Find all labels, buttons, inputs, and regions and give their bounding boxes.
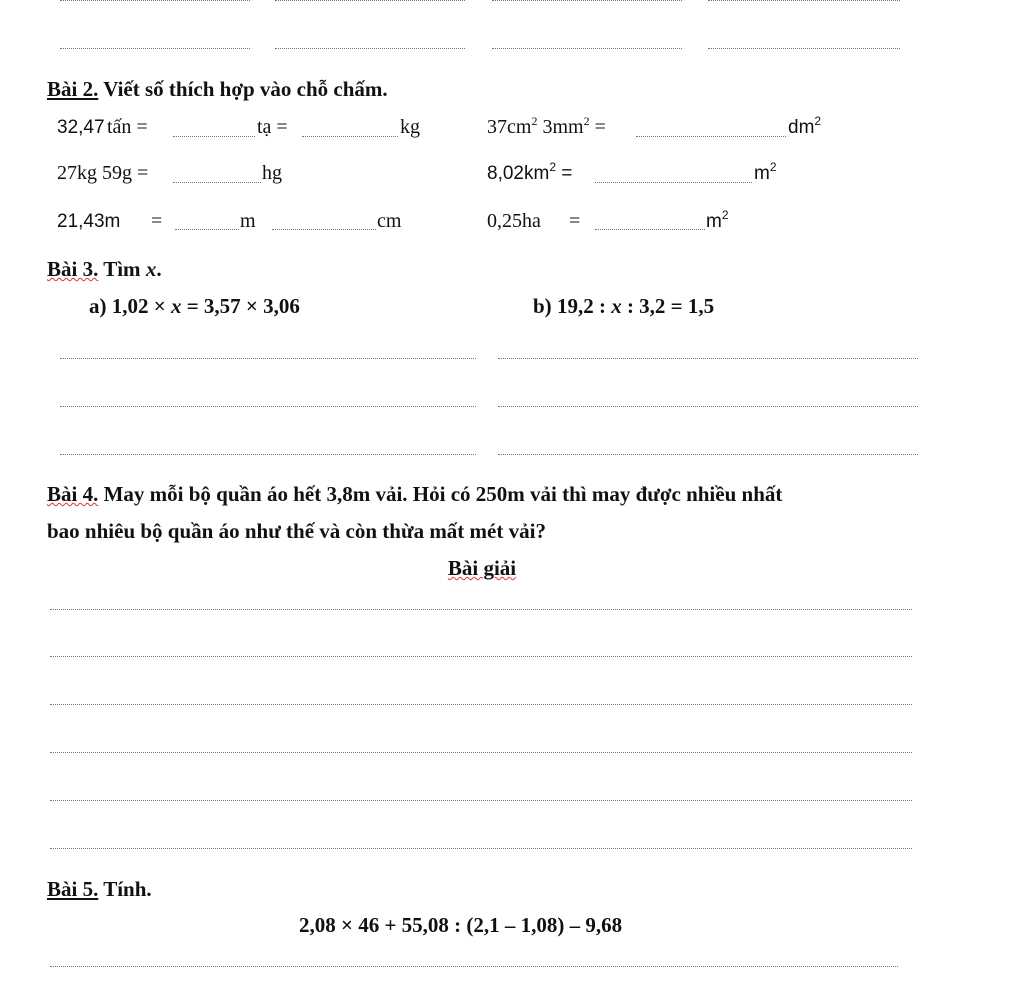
superscript: 2 — [583, 114, 590, 128]
equals: = — [569, 210, 581, 232]
unit-value: 21,43m — [57, 211, 121, 232]
equation-part: : 3,2 = 1,5 — [621, 294, 715, 318]
answer-line[interactable] — [50, 800, 912, 801]
blank-field[interactable] — [302, 136, 398, 137]
unit-text: dm — [788, 117, 815, 138]
unit-text: hg — [262, 162, 282, 184]
exercise-2-title — [47, 77, 388, 102]
variable: x — [611, 294, 622, 318]
unit-value: 27kg — [57, 162, 97, 184]
blank-field[interactable] — [173, 182, 261, 183]
exercise-5-title — [47, 877, 152, 902]
superscript: 2 — [721, 208, 729, 222]
equation-part: 1,02 × — [111, 294, 171, 318]
answer-line[interactable] — [50, 656, 912, 657]
exercise-number: Bài 2. — [47, 77, 99, 101]
exercise-4-line-1 — [47, 482, 782, 507]
exercise-number: Bài 3. — [47, 257, 99, 281]
calculation-expression: 2,08 × 46 + 55,08 : (2,1 – 1,08) – 9,68 — [299, 913, 623, 937]
equation-part: = 3,57 × 3,06 — [181, 294, 300, 318]
equation-label: a) — [89, 294, 107, 318]
variable: x — [170, 294, 182, 318]
answer-line — [60, 0, 250, 1]
blank-field[interactable] — [173, 136, 255, 137]
unit-value: 8,02km — [487, 163, 550, 184]
answer-line[interactable] — [50, 704, 912, 705]
unit-value: 32,47 — [57, 117, 105, 138]
unit-value: 3mm — [537, 116, 584, 138]
equation-a — [89, 294, 300, 319]
exercise-text: Tính. — [98, 877, 152, 901]
unit-expression — [487, 116, 606, 139]
solution-heading-text: Bài giải — [447, 556, 517, 580]
answer-line[interactable] — [50, 752, 912, 753]
answer-line[interactable] — [498, 454, 918, 455]
unit-label — [706, 208, 729, 233]
unit-value: 59g = — [97, 162, 149, 184]
answer-line — [708, 48, 900, 49]
unit-value: 37cm — [487, 116, 532, 138]
unit-expression — [487, 160, 573, 185]
unit-text: m — [240, 210, 256, 232]
exercise-number: Bài 5. — [47, 877, 99, 901]
answer-line — [275, 48, 465, 49]
blank-field[interactable] — [272, 229, 376, 230]
exercise-3-title — [47, 257, 162, 282]
answer-line[interactable] — [50, 609, 912, 610]
equation-b — [533, 294, 714, 319]
superscript: 2 — [531, 114, 538, 128]
answer-line[interactable] — [498, 358, 918, 359]
superscript: 2 — [769, 160, 777, 174]
blank-field[interactable] — [595, 229, 705, 230]
answer-line[interactable] — [498, 406, 918, 407]
unit-text: m — [706, 211, 722, 232]
answer-line[interactable] — [60, 454, 476, 455]
exercise-text: Tìm — [98, 257, 146, 281]
equals: = — [589, 116, 606, 138]
variable: x — [145, 257, 157, 281]
answer-line — [708, 0, 900, 1]
solution-heading — [0, 556, 964, 581]
answer-line[interactable] — [50, 966, 898, 967]
exercise-text: Viết số thích hợp vào chỗ chấm. — [98, 77, 388, 101]
equation-label: b) — [533, 294, 552, 318]
blank-field[interactable] — [175, 229, 239, 230]
equation-part: 19,2 : — [556, 294, 612, 318]
exercise-4-line-2: bao nhiêu bộ quần áo như thế và còn thừa mất mét vải? — [47, 519, 546, 543]
answer-line — [60, 48, 250, 49]
unit-text: tạ = — [257, 116, 288, 138]
unit-text: cm — [377, 210, 402, 232]
answer-line[interactable] — [50, 848, 912, 849]
blank-field[interactable] — [636, 136, 786, 137]
unit-text: m — [754, 163, 770, 184]
unit-expression — [57, 162, 148, 185]
unit-label — [788, 114, 822, 139]
exercise-number: Bài 4. — [47, 482, 99, 506]
unit-value: 0,25ha — [487, 210, 541, 232]
unit-text: tấn = — [107, 116, 148, 138]
unit-label — [754, 160, 777, 185]
equals: = — [556, 163, 573, 184]
answer-line — [492, 0, 682, 1]
answer-line — [492, 48, 682, 49]
exercise-text: . — [156, 257, 162, 281]
equals: = — [151, 210, 163, 232]
answer-line[interactable] — [60, 358, 476, 359]
answer-line — [275, 0, 465, 1]
answer-line[interactable] — [60, 406, 476, 407]
unit-text: kg — [400, 116, 420, 138]
exercise-text: May mỗi bộ quần áo hết 3,8m vải. Hỏi có 250m vải thì may được nhiều nhất — [98, 482, 783, 506]
superscript: 2 — [549, 160, 556, 174]
superscript: 2 — [814, 114, 822, 128]
blank-field[interactable] — [595, 182, 752, 183]
